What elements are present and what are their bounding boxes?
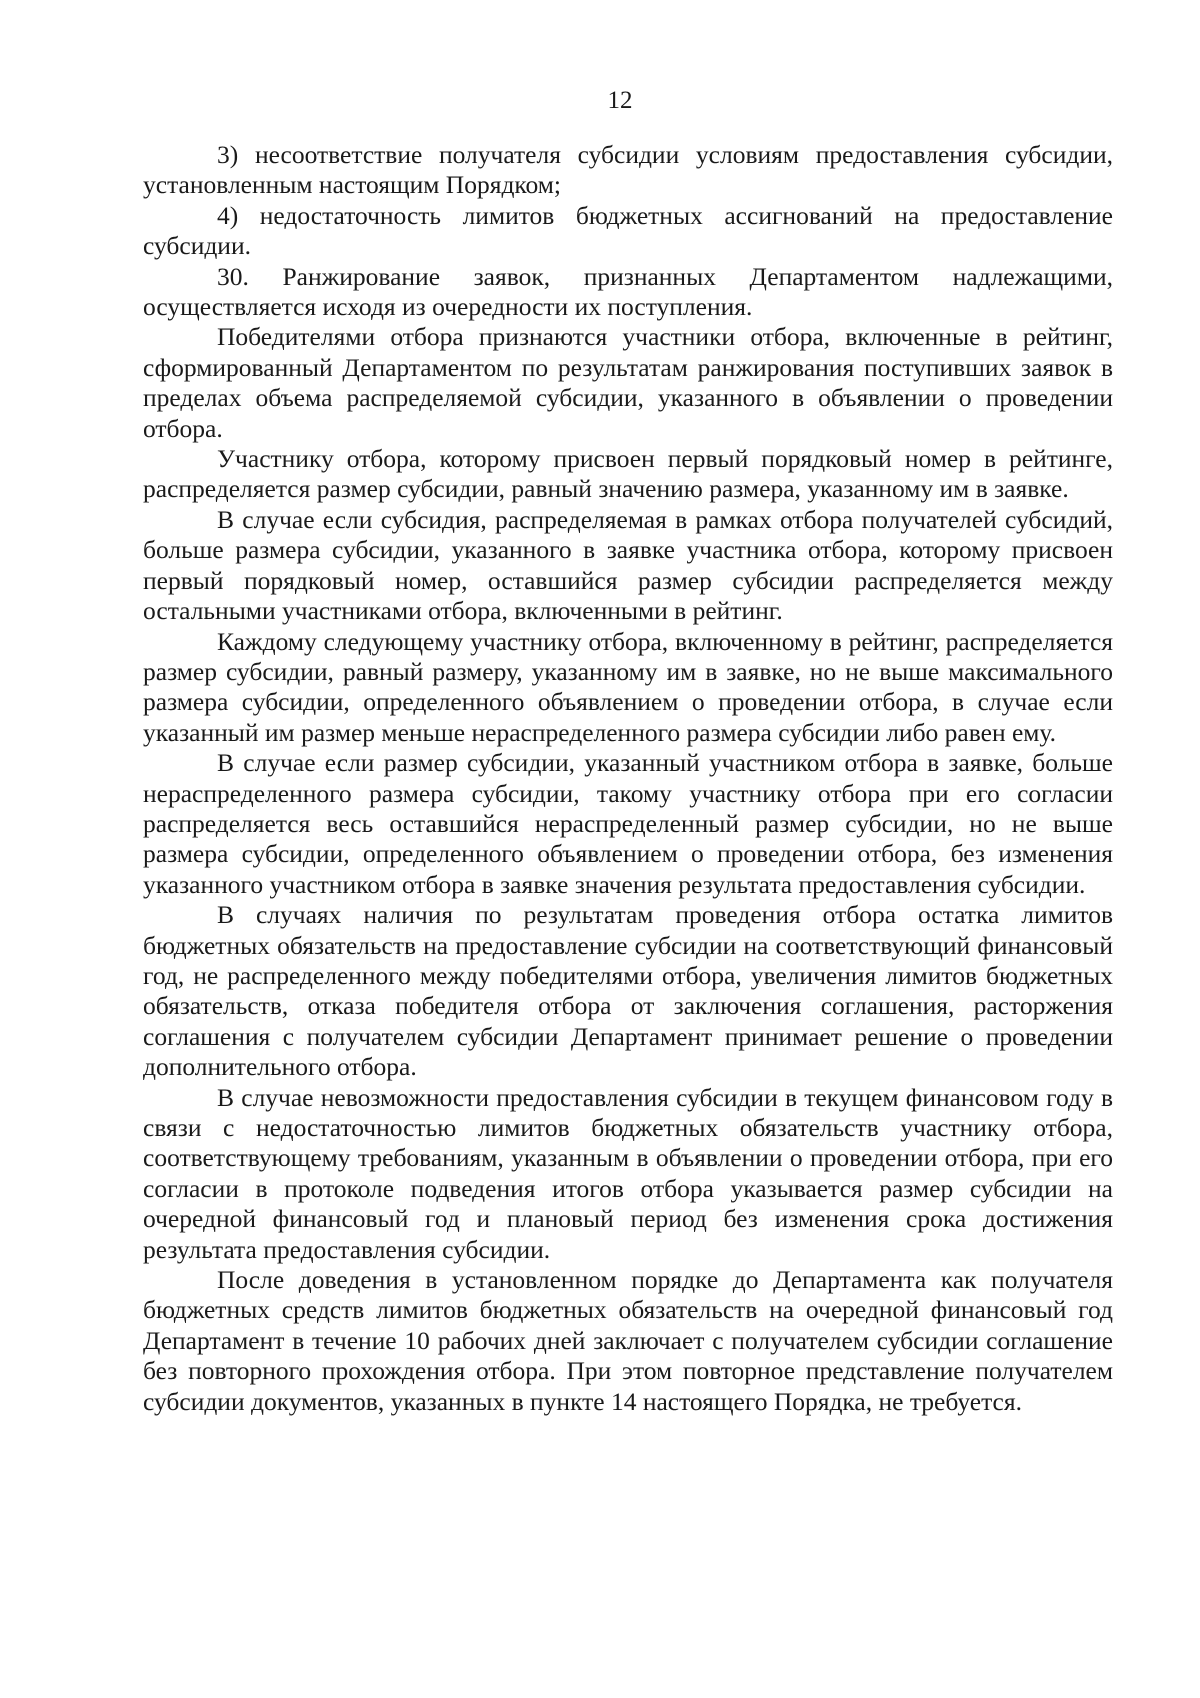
document-body bbox=[143, 140, 1113, 1417]
paragraph-remaining-distribution: В случае если субсидия, распределяемая в рамках отбора получателей субсидий, больше размера субсидии, указанного в заявке участника отбора, которому присвоен первый порядковый номер, оставшийся размер субсидии распределяется между остальными участниками отбора, включенными в рейтинг. bbox=[143, 504, 1113, 626]
paragraph-next-financial-year: В случае невозможности предоставления субсидии в текущем финансовом году в связи с недостаточностью лимитов бюджетных обязательств участнику отбора, соответствующему требованиям, указанным в объявлении о проведении отбора, при его согласии в протоколе подведения итогов отбора указывается размер субсидии на очередной финансовый год и плановый период без изменения срока достижения результата предоставления субсидии. bbox=[143, 1082, 1113, 1264]
paragraph-item-4: 4) недостаточность лимитов бюджетных ассигнований на предоставление субсидии. bbox=[143, 200, 1113, 261]
paragraph-exceeding-request: В случае если размер субсидии, указанный участником отбора в заявке, больше нераспределенного размера субсидии, такому участнику отбора при его согласии распределяется весь оставшийся нераспределенный размер субсидии, но не выше размера субсидии, определенного объявлением о проведении отбора, без изменения указанного участником отбора в заявке значения результата предоставления субсидии. bbox=[143, 748, 1113, 899]
paragraph-agreement: После доведения в установленном порядке до Департамента как получателя бюджетных средств лимитов бюджетных обязательств на очередной финансовый год Департамент в течение 10 рабочих дней заключает с получателем субсидии соглашение без повторного прохождения отбора. При этом повторное представление получателем субсидии документов, указанных в пункте 14 настоящего Порядка, не требуется. bbox=[143, 1265, 1113, 1416]
paragraph-first-participant: Участнику отбора, которому присвоен первый порядковый номер в рейтинге, распределяется размер субсидии, равный значению размера, указанному им в заявке. bbox=[143, 444, 1113, 504]
paragraph-additional-selection: В случаях наличия по результатам проведения отбора остатка лимитов бюджетных обязательств на предоставление субсидии на соответствующий финансовый год, не распределенного между победителями отбора, увеличения лимитов бюджетных обязательств, отказа победителя отбора от заключения соглашения, расторжения соглашения с получателем субсидии Департамент принимает решение о проведении дополнительного отбора. bbox=[143, 900, 1113, 1082]
paragraph-clause-30: 30. Ранжирование заявок, признанных Департаментом надлежащими, осуществляется исходя из очередности их поступления. bbox=[143, 261, 1113, 322]
page-number: 12 bbox=[607, 87, 633, 114]
paragraph-winners: Победителями отбора признаются участники отбора, включенные в рейтинг, сформированный Департаментом по результатам ранжирования поступивших заявок в пределах объема распределяемой субсидии, указанного в объявлении о проведении отбора. bbox=[143, 322, 1113, 443]
paragraph-next-participants: Каждому следующему участнику отбора, включенному в рейтинг, распределяется размер субсидии, равный размеру, указанному им в заявке, но не выше максимального размера субсидии, определенного объявлением о проведении отбора, в случае если указанный им размер меньше нераспределенного размера субсидии либо равен ему. bbox=[143, 626, 1113, 747]
paragraph-item-3: 3) несоответствие получателя субсидии условиям предоставления субсидии, установленным настоящим Порядком; bbox=[143, 140, 1113, 200]
